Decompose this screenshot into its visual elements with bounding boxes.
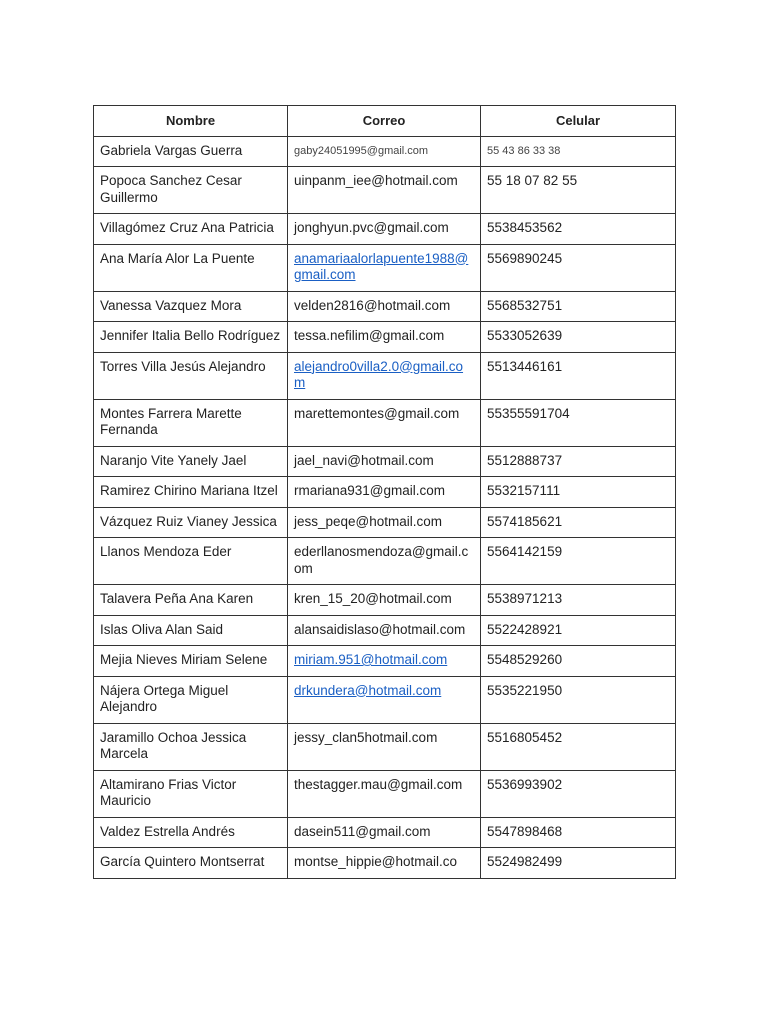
table-row (94, 167, 676, 214)
cell-correo: tessa.nefilim@gmail.com (288, 322, 481, 353)
table-row (94, 646, 676, 677)
table-row (94, 477, 676, 508)
cell-celular: 5532157111 (481, 477, 676, 508)
cell-correo: jessy_clan5hotmail.com (288, 723, 481, 770)
cell-nombre: Ana María Alor La Puente (94, 244, 288, 291)
contacts-table (93, 105, 676, 879)
table-row (94, 291, 676, 322)
email-link[interactable]: miriam.951@hotmail.com (294, 652, 448, 667)
cell-celular: 55 43 86 33 38 (481, 136, 676, 167)
email-link[interactable]: drkundera@hotmail.com (294, 682, 442, 698)
cell-correo: rmariana931@gmail.com (288, 477, 481, 508)
cell-correo: jonghyun.pvc@gmail.com (288, 214, 481, 245)
header-nombre: Nombre (94, 106, 288, 137)
cell-nombre: Altamirano Frias Victor Mauricio (94, 770, 288, 817)
cell-celular: 5524982499 (481, 848, 676, 879)
cell-celular: 5522428921 (481, 615, 676, 646)
cell-celular: 5516805452 (481, 723, 676, 770)
table-row (94, 322, 676, 353)
cell-nombre: Jennifer Italia Bello Rodríguez (94, 322, 288, 353)
cell-celular: 5535221950 (481, 676, 676, 723)
cell-correo: montse_hippie@hotmail.co (288, 848, 481, 879)
cell-nombre: Mejia Nieves Miriam Selene (94, 646, 288, 677)
table-row (94, 214, 676, 245)
cell-correo: uinpanm_iee@hotmail.com (288, 167, 481, 214)
cell-correo: velden2816@hotmail.com (288, 291, 481, 322)
cell-correo (288, 646, 481, 677)
cell-correo: dasein511@gmail.com (288, 817, 481, 848)
cell-nombre: Llanos Mendoza Eder (94, 538, 288, 585)
cell-nombre: Nájera Ortega Miguel Alejandro (94, 676, 288, 723)
table-row (94, 817, 676, 848)
cell-nombre: Popoca Sanchez Cesar Guillermo (94, 167, 288, 214)
cell-nombre: Islas Oliva Alan Said (94, 615, 288, 646)
cell-nombre: Jaramillo Ochoa Jessica Marcela (94, 723, 288, 770)
cell-nombre: Villagómez Cruz Ana Patricia (94, 214, 288, 245)
cell-celular: 5564142159 (481, 538, 676, 585)
table-row (94, 244, 676, 291)
table-row (94, 352, 676, 399)
cell-celular: 5512888737 (481, 446, 676, 477)
cell-celular: 5547898468 (481, 817, 676, 848)
cell-correo: alansaidislaso@hotmail.com (288, 615, 481, 646)
cell-correo: jael_navi@hotmail.com (288, 446, 481, 477)
cell-nombre: Vanessa Vazquez Mora (94, 291, 288, 322)
cell-celular: 5513446161 (481, 352, 676, 399)
cell-celular: 5538453562 (481, 214, 676, 245)
cell-correo (288, 244, 481, 291)
cell-celular: 5548529260 (481, 646, 676, 677)
table-row (94, 770, 676, 817)
cell-nombre: Gabriela Vargas Guerra (94, 136, 288, 167)
cell-nombre: Montes Farrera Marette Fernanda (94, 399, 288, 446)
header-celular: Celular (481, 106, 676, 137)
table-row (94, 507, 676, 538)
cell-correo: gaby24051995@gmail.com (288, 136, 481, 167)
email-link[interactable]: alejandro0villa2.0@gmail.com (294, 358, 464, 390)
cell-correo (288, 352, 481, 399)
cell-correo: thestagger.mau@gmail.com (288, 770, 481, 817)
cell-nombre: Ramirez Chirino Mariana Itzel (94, 477, 288, 508)
header-correo: Correo (288, 106, 481, 137)
cell-correo: ederllanosmendoza@gmail.com (288, 538, 481, 585)
cell-nombre: Naranjo Vite Yanely Jael (94, 446, 288, 477)
cell-celular: 5536993902 (481, 770, 676, 817)
cell-correo (288, 676, 481, 723)
cell-celular: 55355591704 (481, 399, 676, 446)
table-row (94, 723, 676, 770)
cell-nombre: Vázquez Ruiz Vianey Jessica (94, 507, 288, 538)
table-row (94, 136, 676, 167)
cell-celular: 5569890245 (481, 244, 676, 291)
cell-correo: jess_peqe@hotmail.com (288, 507, 481, 538)
cell-celular: 5533052639 (481, 322, 676, 353)
cell-celular: 5538971213 (481, 585, 676, 616)
table-row (94, 538, 676, 585)
table-header-row (94, 106, 676, 137)
table-row (94, 676, 676, 723)
cell-nombre: García Quintero Montserrat (94, 848, 288, 879)
cell-nombre: Valdez Estrella Andrés (94, 817, 288, 848)
cell-correo: kren_15_20@hotmail.com (288, 585, 481, 616)
table-row (94, 585, 676, 616)
cell-celular: 5568532751 (481, 291, 676, 322)
cell-nombre: Torres Villa Jesús Alejandro (94, 352, 288, 399)
table-row (94, 399, 676, 446)
table-row (94, 446, 676, 477)
cell-celular: 5574185621 (481, 507, 676, 538)
table-row (94, 848, 676, 879)
table-row (94, 615, 676, 646)
cell-correo: marettemontes@gmail.com (288, 399, 481, 446)
cell-nombre: Talavera Peña Ana Karen (94, 585, 288, 616)
cell-celular: 55 18 07 82 55 (481, 167, 676, 214)
email-link[interactable]: anamariaalorlapuente1988@gmail.com (294, 250, 469, 282)
